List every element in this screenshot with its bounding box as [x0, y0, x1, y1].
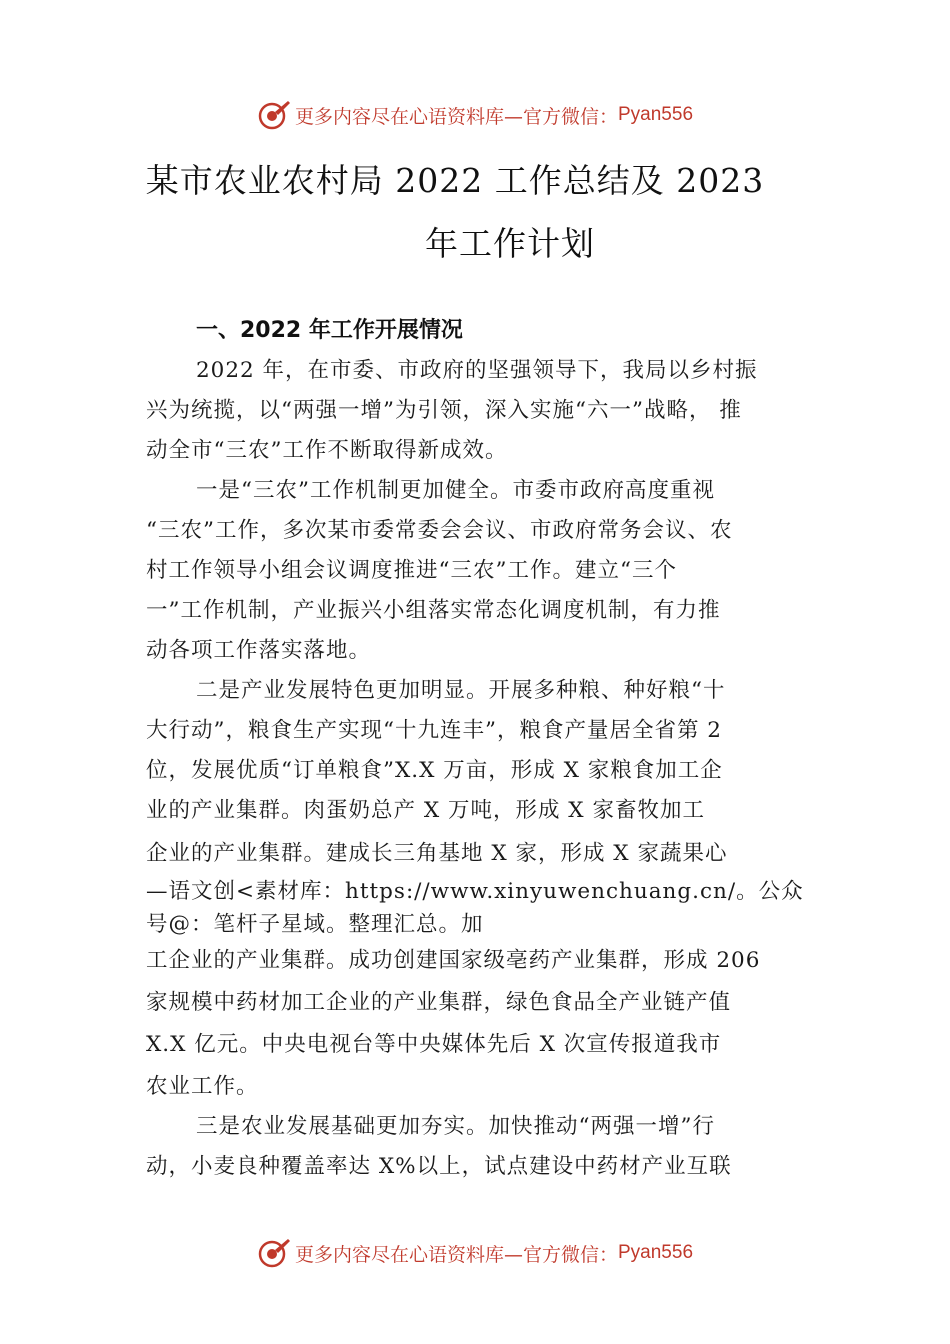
text-line: 动，小麦良种覆盖率达 X%以上，试点建设中药材产业互联	[146, 1154, 732, 1179]
text-line: “三农”工作，多次某市委常委会会议、市政府常务会议、农	[146, 518, 733, 543]
paragraph-intro	[146, 351, 808, 471]
banner-text: 更多内容尽在心语资料库—官方微信：	[294, 105, 618, 128]
text-line: 一是“三农”工作机制更加健全。市委市政府高度重视	[196, 478, 715, 503]
text-line: 兴为统揽，以“两强一增”为引领，深入实施“六一”战略， 推	[146, 398, 742, 423]
banner-text: 更多内容尽在心语资料库—官方微信：	[294, 1243, 618, 1266]
document-title-line-2: 年工作计划	[425, 224, 595, 263]
text-line: 三是农业发展基础更加夯实。加快推动“两强一增”行	[196, 1114, 715, 1139]
text-line: 企业的产业集群。建成长三角基地 X 家，形成 X 家蔬果心	[146, 841, 728, 866]
text-line: 村工作领导小组会议调度推进“三农”工作。建立“三个	[146, 558, 677, 583]
text-line: 大行动”，粮食生产实现“十九连丰”，粮食产量居全省第 2	[146, 718, 722, 743]
text-line: 号@：笔杆子星域。整理汇总。加	[146, 912, 484, 937]
paragraph-watermark-block	[146, 833, 808, 941]
text-line: 二是产业发展特色更加明显。开展多种粮、种好粮“十	[196, 678, 726, 703]
text-line: 一”工作机制，产业振兴小组落实常态化调度机制，有力推	[146, 598, 721, 623]
text-line: 2022 年，在市委、市政府的坚强领导下，我局以乡村振	[196, 358, 758, 383]
text-line: 动全市“三农”工作不断取得新成效。	[146, 438, 508, 463]
text-line: 动各项工作落实落地。	[146, 638, 372, 663]
text-line: X.X 亿元。中央电视台等中央媒体先后 X 次宣传报道我市	[146, 1032, 722, 1057]
text-line: 家规模中药材加工企业的产业集群，绿色食品全产业链产值	[146, 990, 732, 1015]
footer-banner	[0, 1233, 950, 1273]
text-line: 业的产业集群。肉蛋奶总产 X 万吨，形成 X 家畜牧加工	[146, 798, 705, 823]
paragraph-industry	[146, 671, 808, 831]
header-banner	[0, 95, 950, 135]
paragraph-continued	[146, 940, 808, 1108]
text-line: 工企业的产业集群。成功创建国家级亳药产业集群，形成 206	[146, 948, 761, 973]
banner-wechat-id: Pyan556	[618, 104, 694, 125]
paragraph-foundation	[146, 1107, 808, 1187]
section-heading: 一、2022 年工作开展情况	[196, 318, 463, 343]
pen-logo-icon	[257, 98, 291, 132]
text-line: 农业工作。	[146, 1074, 259, 1099]
text-line: 位，发展优质“订单粮食”X.X 万亩，形成 X 家粮食加工企	[146, 758, 723, 783]
pen-logo-icon	[257, 1236, 291, 1270]
paragraph-mechanism	[146, 471, 808, 671]
banner-wechat-id: Pyan556	[618, 1242, 694, 1263]
document-title-line-1: 某市农业农村局 2022 工作总结及 2023	[145, 161, 765, 200]
text-line: —语文创<素材库：https://www.xinyuwenchuang.cn/。公众	[146, 879, 804, 904]
